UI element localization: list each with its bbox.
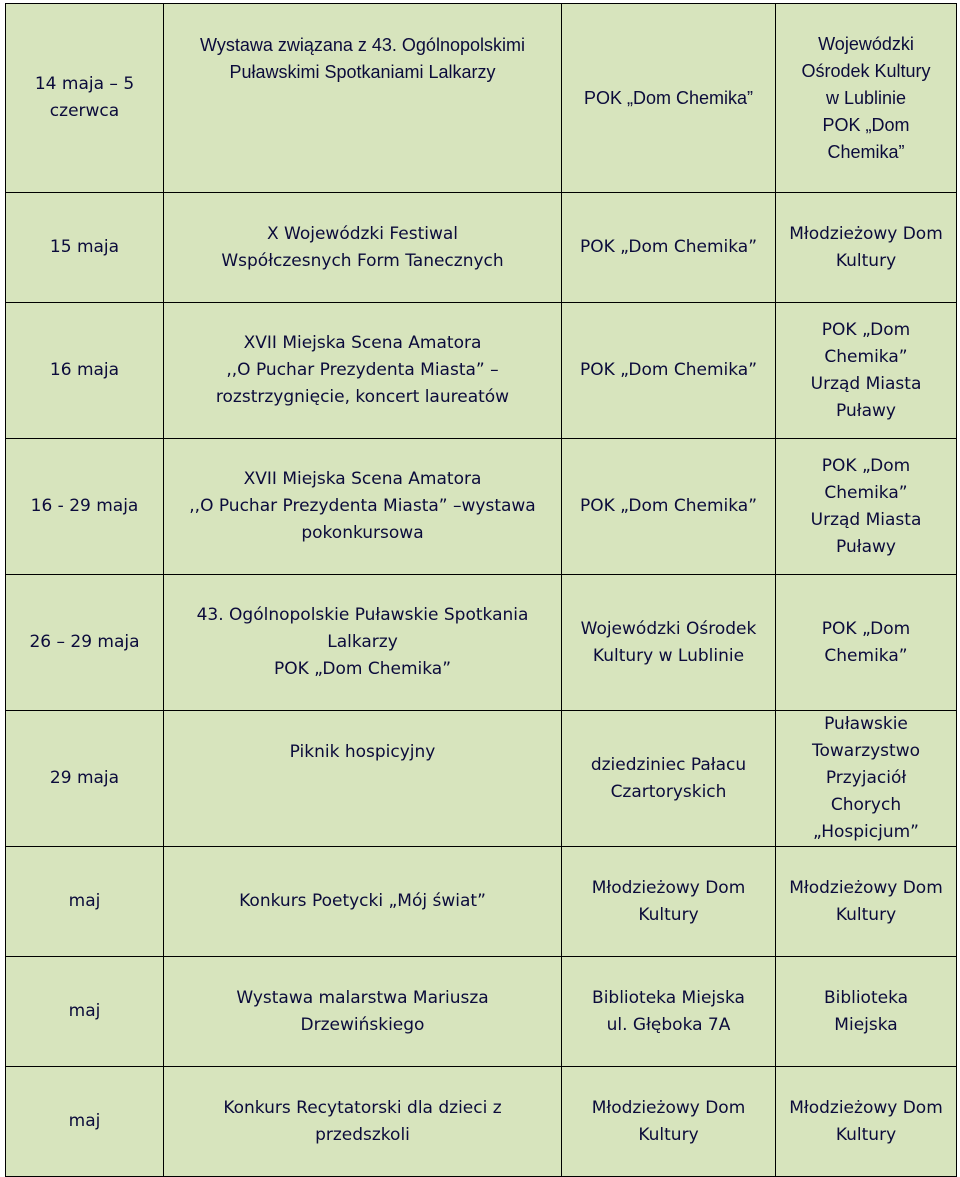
organizer-text: Puławskie Towarzystwo Przyjaciół Chorych „Hospicjum” — [811, 714, 921, 842]
table-row — [6, 847, 957, 957]
date-text: maj — [68, 891, 101, 911]
place-text: POK „Dom Chemika” — [580, 496, 757, 516]
place-text: Wojewódzki Ośrodek Kultury w Lublinie — [580, 618, 757, 666]
table-row — [6, 957, 957, 1067]
place-text: Biblioteka Miejska ul. Głęboka 7A — [592, 987, 745, 1035]
event-text: Konkurs Recytatorski dla dzieci z przedszkoli — [223, 1097, 502, 1145]
event-cell — [164, 957, 562, 1067]
organizer-cell — [776, 1067, 957, 1177]
place-cell — [562, 957, 776, 1067]
date-text: 14 maja – 5 czerwca — [34, 74, 135, 121]
place-cell — [562, 1067, 776, 1177]
table-row — [6, 575, 957, 711]
place-text: Młodzieżowy Dom Kultury — [591, 877, 746, 925]
organizer-text: Wojewódzki Ośrodek Kultury w Lublinie POK „Dom Chemika” — [801, 33, 931, 162]
place-cell — [562, 4, 776, 193]
event-cell — [164, 303, 562, 439]
date-cell — [6, 4, 164, 193]
place-text: Młodzieżowy Dom Kultury — [591, 1097, 746, 1145]
place-cell — [562, 303, 776, 439]
date-text: 16 - 29 maja — [30, 496, 139, 516]
organizer-cell — [776, 847, 957, 957]
organizer-cell — [776, 439, 957, 575]
table-row — [6, 439, 957, 575]
organizer-text: Młodzieżowy Dom Kultury — [789, 1097, 943, 1145]
organizer-cell — [776, 303, 957, 439]
organizer-cell — [776, 193, 957, 303]
event-cell — [164, 575, 562, 711]
organizer-cell — [776, 711, 957, 847]
place-cell — [562, 847, 776, 957]
organizer-text: Biblioteka Miejska — [823, 987, 909, 1035]
table-row — [6, 711, 957, 847]
event-text: 43. Ogólnopolskie Puławskie Spotkania Lalkarzy POK „Dom Chemika” — [196, 605, 529, 679]
date-text: maj — [68, 1001, 101, 1021]
date-text: maj — [68, 1111, 101, 1131]
organizer-cell — [776, 4, 957, 193]
table-row — [6, 303, 957, 439]
date-text: 16 maja — [49, 360, 120, 380]
event-cell — [164, 847, 562, 957]
table-row — [6, 4, 957, 193]
organizer-text: Młodzieżowy Dom Kultury — [789, 223, 943, 271]
organizer-cell — [776, 575, 957, 711]
event-text: XVII Miejska Scena Amatora ,,O Puchar Prezydenta Miasta” –wystawa pokonkursowa — [189, 469, 536, 543]
date-text: 29 maja — [49, 768, 120, 788]
date-cell — [6, 193, 164, 303]
date-cell — [6, 847, 164, 957]
place-text: POK „Dom Chemika” — [583, 87, 754, 108]
organizer-text: Młodzieżowy Dom Kultury — [789, 877, 943, 925]
date-cell — [6, 957, 164, 1067]
date-text: 15 maja — [49, 237, 120, 257]
date-text: 26 – 29 maja — [29, 632, 140, 652]
event-text: XVII Miejska Scena Amatora ,,O Puchar Prezydenta Miasta” – rozstrzygnięcie, koncert laureatów — [215, 333, 510, 407]
date-cell — [6, 303, 164, 439]
event-cell — [164, 711, 562, 847]
place-text: POK „Dom Chemika” — [580, 360, 757, 380]
date-cell — [6, 1067, 164, 1177]
table-row — [6, 1067, 957, 1177]
event-cell — [164, 193, 562, 303]
organizer-text: POK „Dom Chemika” Urząd Miasta Puławy — [810, 319, 922, 421]
event-text: X Wojewódzki Festiwal Współczesnych Form Tanecznych — [221, 223, 504, 271]
event-text: Wystawa malarstwa Mariusza Drzewińskiego — [236, 987, 489, 1035]
event-text: Wystawa związana z 43. Ogólnopolskimi Puławskimi Spotkaniami Lalkarzy — [200, 35, 525, 82]
place-text: POK „Dom Chemika” — [580, 237, 757, 257]
place-text: dziedziniec Pałacu Czartoryskich — [590, 754, 747, 802]
organizer-cell — [776, 957, 957, 1067]
date-cell — [6, 439, 164, 575]
place-cell — [562, 711, 776, 847]
organizer-text: POK „Dom Chemika” Urząd Miasta Puławy — [810, 455, 922, 557]
organizer-text: POK „Dom Chemika” — [821, 618, 911, 666]
date-cell — [6, 711, 164, 847]
table-row — [6, 193, 957, 303]
place-cell — [562, 193, 776, 303]
date-cell — [6, 575, 164, 711]
event-text: Konkurs Poetycki „Mój świat” — [239, 891, 486, 911]
place-cell — [562, 575, 776, 711]
event-cell — [164, 4, 562, 193]
event-text: Piknik hospicyjny — [289, 742, 436, 762]
events-table — [5, 3, 957, 1177]
event-cell — [164, 1067, 562, 1177]
event-cell — [164, 439, 562, 575]
place-cell — [562, 439, 776, 575]
